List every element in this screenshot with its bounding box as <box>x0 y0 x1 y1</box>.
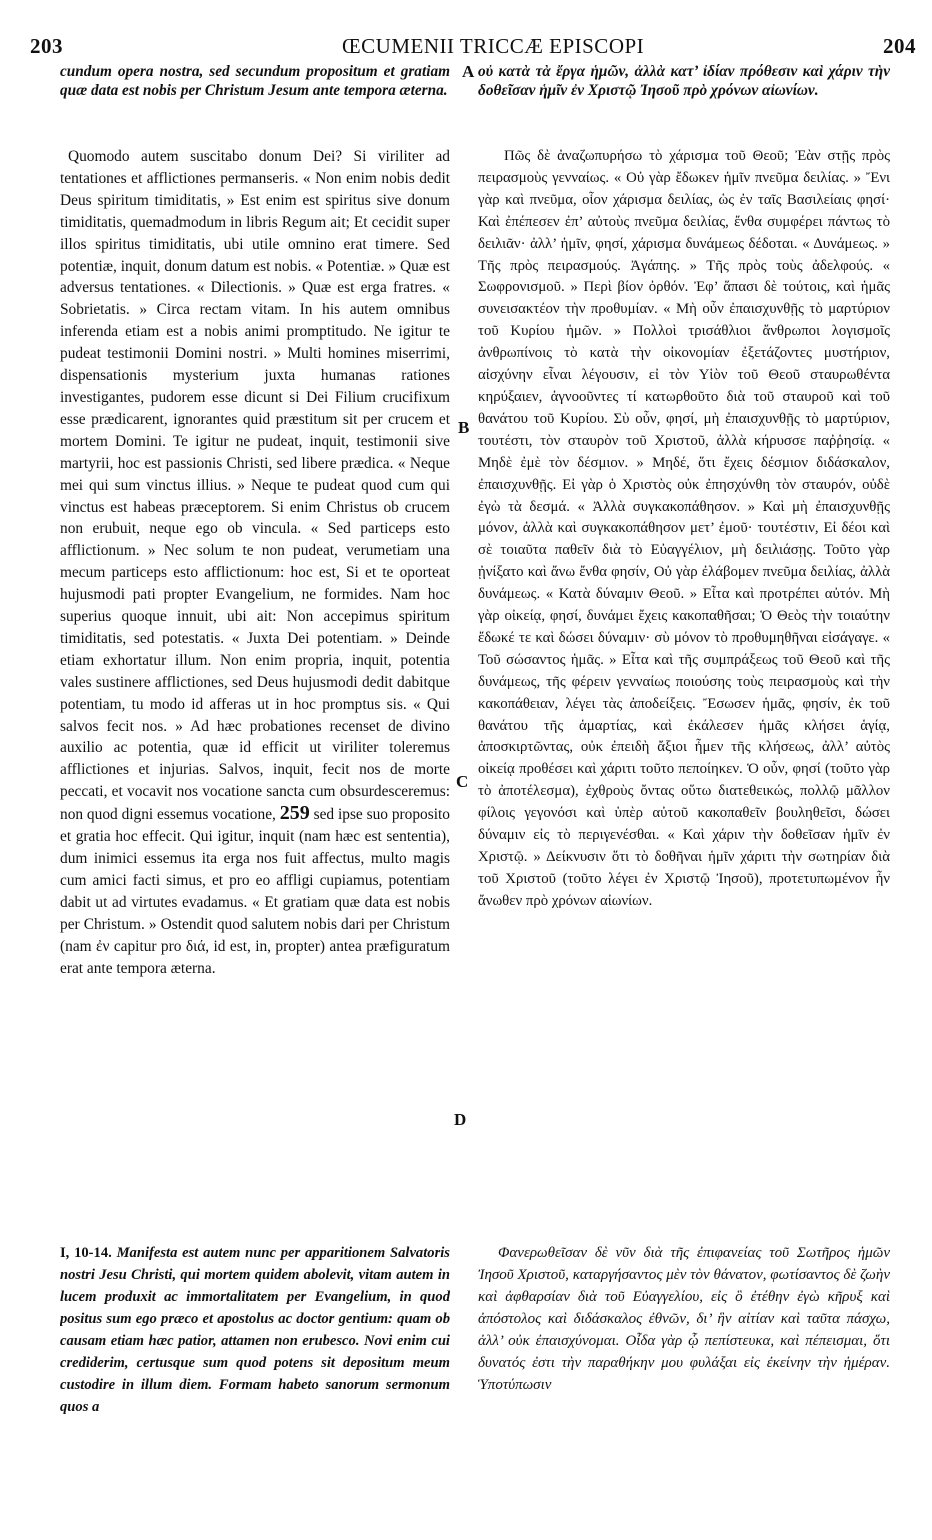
greek-scripture-bottom <box>478 1242 890 1396</box>
section-marker-b: B <box>458 418 470 437</box>
section-marker-d: D <box>454 1110 467 1129</box>
latin-commentary <box>60 146 450 979</box>
latin-scripture-bottom <box>60 1242 450 1418</box>
page-header <box>30 34 916 62</box>
section-marker-c: C <box>456 772 469 791</box>
latin-scripture-bottom-body: Manifesta est autem nunc per apparitionem Salvatoris nostri Jesu Christi, qui mortem quidem abolevit, vitam autem in lucem produxit ac immortalitatem per Evangelium, in quod positus sum ego præco et apostolus ac doctor gentium: quam ob causam etiam hæc patior, attamen non erubesco. Novi enim cui crediderim, certusque sum quod potens sit depositum meum custodire in illum diem. Formam habeto sanorum sermonum quos a <box>60 1245 450 1415</box>
page-number-right: 204 <box>883 34 916 58</box>
greek-scripture-top-text: οὐ κατὰ τὰ ἔργα ἡμῶν, ἀλλὰ κατ’ ἰδίαν πρόθεσιν καὶ χάριν τὴν δοθεῖσαν ἡμῖν ἐν Χριστῷ Ἰησοῦ πρὸ χρόνων αἰωνίων. <box>478 63 890 99</box>
section-marker-a: A <box>462 62 475 81</box>
latin-commentary-text <box>60 146 450 979</box>
latin-scripture-bottom-text <box>60 1242 450 1418</box>
greek-commentary-text: Πῶς δὲ ἀναζωπυρήσω τὸ χάρισμα τοῦ Θεοῦ; Ἐὰν στῇς πρὸς πειρασμοὺς γενναίως. « Οὐ γὰρ ἔδωκεν ἡμῖν πνεῦμα δειλίας. » Ἔνι γὰρ καὶ πνεῦμα, οἷον χάρισμα δειλίας, ὡς ἐν ταῖς Βασιλείαις φησί· Καὶ ἐπέπεσεν ἐπ’ αὐτοὺς πνεῦμα δειλίας, ἔνθα συμφέρει πάντως τὸ δειλιᾶν· ἀλλ’ ἡμῖν, φησί, χάρισμα δυνάμεως δέδοται. « Δυνάμεως. » Τῆς πρὸς πειρασμούς. Ἀγάπης. » Τῆς πρὸς τοὺς ἀδελφούς. « Σωφρονισμοῦ. » Περὶ βίον ὀρθόν. Ἐφ’ ἅπασι δὲ τούτοις, καὶ ἡμᾶς συνεισακτέον τὴν προθυμίαν. « Μὴ οὖν ἐπαισχυνθῇς τὸ μαρτύριον τοῦ Κυρίου ἡμῶν. » Πολλοὶ τρισάθλιοι ἄνθρωποι λογισμοῖς ἀνθρωπίνοις τὸ κατὰ τὴν οἰκονομίαν ἐξετάζοντες μυστήριον, αἰσχύνην εἶναι λέγουσιν, εἰ τὸν Υἱὸν τοῦ Θεοῦ σταυρωθέντα κηρύξαιεν, ἀγνοοῦντες τί κατωρθοῦτο διὰ τοῦ σταυροῦ καὶ τοῦ θανάτου τοῦ Κυρίου. Σὺ οὖν, φησί, μὴ ἐπαισχυνθῇς τὸ μαρτύριον, τουτέστι, τὸν σταυρὸν τοῦ Χριστοῦ, ἀλλὰ κήρυσσε παῤῥησίᾳ. « Μηδὲ ἐμὲ τὸν δέσμιον. » Μηδέ, ὅτι ἔχεις δέσμιον διδάσκαλον, ἐπαισχυνθῇς. Εἰ γὰρ ὁ Χριστὸς οὐκ ἐπησχύνθη τὸν σταυρόν, οὐδὲ ἐγὼ τὰ δεσμά. « Ἀλλὰ συγκακοπάθησον. » Καὶ μὴ ἐπαισχυνθῇς μόνον, ἀλλὰ καὶ συγκακοπάθησον μετ’ ἐμοῦ· τουτέστιν, Εἰ δέοι καὶ σὲ τοιαῦτα παθεῖν διὰ τὸ Εὐαγγέλιον, μὴ δειλιάσῃς. Τοῦτο γὰρ ᾐνίξατο καὶ ἄνω ἔνθα φησίν, Οὐ γὰρ ἐλάβομεν πνεῦμα δειλίας, ἀλλὰ δυνάμεως. « Κατὰ δύναμιν Θεοῦ. » Εἶτα καὶ προτρέπει αὐτόν. Μὴ γὰρ οἰκείᾳ, φησί, δυνάμει ἔχεις κακοπαθῆσαι; Ὁ Θεὸς τὴν τοιαύτην ἔδωκέ τε καὶ δώσει δύναμιν· σὺ μόνον τὸ προθυμηθῆναι εἰσάγαγε. « Τοῦ σώσαντος ἡμᾶς. » Εἶτα καὶ τῆς συμπράξεως τοῦ Θεοῦ καὶ τῆς δυνάμεως, τῆς φέρειν γενναίως ποιούσης τοὺς πειρασμοὺς καὶ τὴν κακοπάθειαν, λέγει τὰς ἀποδείξεις. Ἔσωσεν ἡμᾶς, φησίν, ἐκ τοῦ θανάτου τῆς ἁμαρτίας, καὶ ἐκάλεσεν ἡμᾶς κλήσει ἁγίᾳ, ἀποσκιρτῶντας, οὐκ ἐπειδὴ ἄξιοι ἦμεν τῆς κλήσεως, ἀλλ’ αὐτὸς οἰκείᾳ προθέσει καὶ χάριτι τοῦτο πεποίηκεν. Ὁ οὖν, φησί (τοῦτο γὰρ τὸ ἀποτέλεσμα), ἐχθροὺς ὄντας οὕτω διατεθεικώς, πολλῷ μᾶλλον φίλοις γεγονόσι καὶ ὑπὲρ αὐτοῦ κακοπαθεῖν βουληθεῖσι, δώσει δύναμιν εἰς τὸ περιγενέσθαι. « Καὶ χάριν τὴν δοθεῖσαν ἡμῖν ἐν Χριστῷ. » Δείκνυσιν ὅτι τὸ δοθῆναι ἡμῖν χάριτι τὴν σωτηρίαν διὰ τοῦ Χριστοῦ (τοῦτο λέγει ἐν Χριστῷ Ἰησοῦ), προτετυπωμένον ἦν ἄνωθεν πρὸ χρόνων αἰωνίων. <box>478 148 890 909</box>
verse-reference: I, 10-14. <box>60 1245 112 1261</box>
latin-scripture-top <box>60 62 450 100</box>
running-title: ŒCUMENII TRICCÆ EPISCOPI <box>342 34 645 58</box>
reference-number: 259 <box>279 802 310 825</box>
greek-commentary <box>478 146 890 913</box>
greek-scripture-top <box>478 62 890 100</box>
latin-scripture-top-text: cundum opera nostra, sed secundum propositum et gratiam quæ data est nobis per Christum Jesum ante tempora æterna. <box>60 63 450 99</box>
latin-commentary-part-2: sed ipse suo proposito et gratia hoc effecit. Qui igitur, inquit (nam hæc est sententia), dum inimici essemus ita erga nos fuit affectus, multo magis cum amici facti simus, et pro eo affligi cupiamus, potentiam dabit ut ad virtutes evadamus. « Et gratiam quæ data est nobis per Christum. » Ostendit quod salutem nobis dari per Christum (nam ἐν capitur pro διά, id est, in, propter) antea præfiguratum erat ante tempora æterna. <box>60 806 450 977</box>
latin-commentary-part-1: Quomodo autem suscitabo donum Dei? Si viriliter ad tentationes et afflictiones permanseris. « Non enim nobis dedit Deus spiritum timiditatis, » Est enim est spiritus sive donum timiditatis, quemadmodum in libris Regum ait; Et cecidit super illos spiritus timiditatis, ubi utile omnino erat timere. Sed potentiæ, inquit, donum datum est nobis. « Potentiæ. » Quæ est adversus tentationes. « Dilectionis. » Quæ est erga fratres. « Sobrietatis. » Circa rectam vitam. In his autem omnibus inferenda etiam est a nobis animi promptitudo. Ne igitur te pudeat testimonii Domini nostri. » Multi homines miserrimi, dispensationis mysterium juxta humanas rationes investigantes, pudorem esse dicunt si Dei Filium crucifixum esse prædicarent, ignorantes quid præstitum sit per crucem et mortem Domini. Te igitur ne pudeat, inquit, testimonii sive martyrii, hoc est passionis Christi, sed libere prædica. « Neque mei qui sum vinctus illius. » Neque te pudeat quod cum qui vinctus est habeas præceptorem. Si enim Christus ob crucem non erubuit, neque ego ob vincula. « Sed particeps esto afflictionum. » Nec solum te non pudeat, verumetiam una mecum particeps esto afflictionum: hoc est, Si et te oporteat hujusmodi pati propter Evangelium, ne formides. Nam hoc superius quoque innuit, ubi ait: Non accepimus spiritum timiditatis, sed potestatis. « Juxta Dei potentiam. » Deinde etiam exhortatur illum. Non enim propria, inquit, potentia vales sustinere afflictiones, sed Deus hujusmodi dedit dabitque potentiam, tu modo id afferas ut in hoc promptus sis. « Qui salvos fecit nos. » Ad hæc probationes recenset de divino auxilio ac potentia, quæ id efficit ut viriliter toleremus afflictiones et injurias. Salvos, inquit, fecit nos de morte peccati, et vocavit nos vocatione sancta cum obsurdesceremus: non quod digni essemus vocatione, <box>60 148 450 824</box>
greek-scripture-bottom-text: Φανερωθεῖσαν δὲ νῦν διὰ τῆς ἐπιφανείας τοῦ Σωτῆρος ἡμῶν Ἰησοῦ Χριστοῦ, καταργήσαντος μὲν τὸν θάνατον, φωτίσαντος δὲ ζωὴν καὶ ἀφθαρσίαν διὰ τοῦ Εὐαγγελίου, εἰς ὃ ἐτέθην ἐγὼ κῆρυξ καὶ ἀπόστολος καὶ διδάσκαλος ἐθνῶν, δι’ ἣν αἰτίαν καὶ ταῦτα πάσχω, ἀλλ’ οὐκ ἐπαισχύνομαι. Οἶδα γὰρ ᾧ πεπίστευκα, καὶ πέπεισμαι, ὅτι δυνατός ἐστι τὴν παραθήκην μου φυλάξαι εἰς ἐκείνην τὴν ἡμέραν. Ὑποτύπωσιν <box>478 1245 890 1393</box>
page-number-left: 203 <box>30 34 63 58</box>
